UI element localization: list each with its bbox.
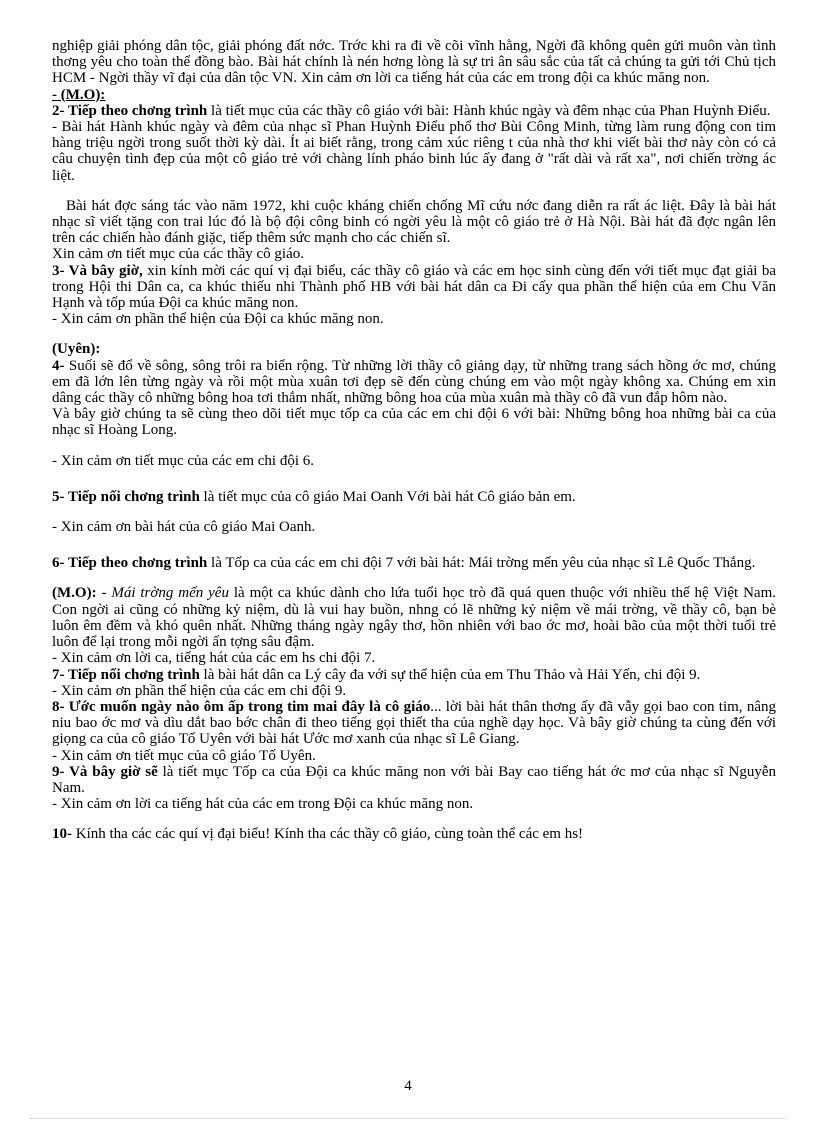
item-2-paragraph: 2- Tiếp theo chơng trình là tiết mục của các thầy cô giáo với bài: Hành khúc ngày và đêm nhạc của Phan Huỳnh Điểu. [52,102,771,119]
item-3-thanks: - Xin cảm ơn phần thể hiện của Đội ca khúc măng non. [52,311,384,328]
speaker-uyen-label: (Uyên): [52,341,101,358]
item-3-paragraph: 3- Và bây giờ, xin kính mời các quí vị đại biểu, các thầy cô giáo và các em học sinh cùng đến với tiết mục đạt giải ba trong Hội thi Dân ca, ca khúc thiếu nhi Thành phố HB với bài hát dân ca Đi cấy qua phần thể hiện của em Chu Văn Hạnh và tốp múa Đội ca khúc măng non. [52,262,776,312]
speaker-mo-commentary: (M.O): - Mái trờng mến yêu là một ca khúc dành cho lứa tuổi học trò đã quá quen thuộc với nhiều thế hệ Việt Nam. Con ngời ai cũng có những kỷ niệm, dù là vui hay buồn, nhng có lẽ những kỷ niệm về mái trờng, về thầy cô, bạn bè luôn êm đềm và khó quên nhất. Những tháng ngày ngây thơ, hồn nhiên với bao ớc mơ, hoài bão của một thời tuổi trẻ luôn để lại trong mỗi ngời ấn tợng sâu đậm. [52,585,776,651]
item-5-number: 5- [52,488,65,505]
item-8-heading: 8- Ước muốn ngày nào ôm ấp trong tim mai đây là cô giáo [52,698,431,715]
page-number: 4 [404,1078,412,1094]
item-7-thanks: - Xin cảm ơn phần thể hiện của các em chi đội 9. [52,682,347,699]
item-5-thanks: - Xin cảm ơn bài hát của cô giáo Mai Oanh. [52,519,316,536]
intro-paragraph: nghiệp giải phóng dân tộc, giải phóng đất nớc. Trớc khi ra đi về cõi vĩnh hằng, Ngời đã không quên gửi muôn vàn tình thơng yêu cho toàn thể đồng bào. Bài hát chính là nén hơng lòng là sự tri ân sâu sắc của tất cả chúng ta gửi tới Chủ tịch HCM - Ngời thầy vĩ đại của dân tộc VN. Xin cảm ơn lời ca tiếng hát của các em trong đội ca khúc măng non. [52,38,776,87]
item-4-intro: Và bây giờ chúng ta sẽ cùng theo dõi tiết mục tốp ca của các em chi đội 6 với bài: Những bông hoa những bài ca của nhạc sĩ Hoàng Long. [52,406,776,439]
item-6-thanks: - Xin cảm ơn lời ca, tiếng hát của các em hs chi đội 7. [52,650,376,667]
item-9-heading: 9- Và bây giờ sẽ [52,763,158,780]
item-5-heading: Tiếp nối chơng trình [64,488,200,505]
item-2-history: Bài hát đợc sáng tác vào năm 1972, khi cuộc kháng chiến chống Mĩ cứu nớc đang diễn ra rất ác liệt. Đây là bài hát nhạc sĩ viết tặng con trai lúc đó là bộ đội công binh có ngời yêu là một cô giáo trẻ ở Hà Nội. Bài hát đã đợc ngân lên trên các chiến hào đánh giặc, tiếp thêm sức mạnh cho các chiến sĩ. [52,197,776,247]
speaker-mo-label: - (M.O): [52,86,106,103]
item-10-paragraph: 10- Kính tha các các quí vị đại biểu! Kính tha các thầy cô giáo, cùng toàn thể các em hs! [52,826,584,843]
item-7-heading: 7- Tiếp nối chơng trình [52,666,200,683]
item-6-paragraph: 6- Tiếp theo chơng trình là Tốp ca của các em chi đội 7 với bài hát: Mái trờng mến yêu của nhạc sĩ Lê Quốc Thắng. [52,555,756,572]
item-2-thanks: Xin cảm ơn tiết mục của các thầy cô giáo. [52,246,304,263]
speaker-mo-heading: (M.O): [52,585,97,602]
item-9-paragraph: 9- Và bây giờ sẽ là tiết mục Tốp ca của Đội ca khúc măng non với bài Bay cao tiếng hát ớc mơ của nhạc sĩ Nguyễn Nam. [52,763,777,796]
item-4-paragraph: 4- Suối sẽ đổ về sông, sông trôi ra biển rộng. Từ những lời thầy cô giảng dạy, từ những trang sách hồng ớc mơ, chúng em đã lớn lên từng ngày và rồi một mùa xuân tơi đẹp sẽ đến cùng chúng em vào một ngày không xa. Chúng em xin dâng các thầy cô những bông hoa tơi thắm nhất, những bông hoa của mùa xuân mà thầy cô đã vun đắp hôm nào. [52,357,776,407]
item-5-paragraph: 5- Tiếp nối chơng trình là tiết mục của cô giáo Mai Oanh Với bài hát Cô giáo bản em. [52,488,576,505]
item-6-heading: 6- Tiếp theo chơng trình [52,555,208,572]
item-8-thanks: - Xin cảm ơn tiết mục của cô giáo Tố Uyên. [52,747,316,764]
song-title-mai-truong: Mái trờng mến yêu [111,585,229,602]
item-2-heading: 2- Tiếp theo chơng trình [52,102,208,119]
page-bottom-rule [30,1118,786,1119]
item-3-heading: 3- Và bây giờ, [52,262,143,279]
item-2-description: - Bài hát Hành khúc ngày và đêm của nhạc sĩ Phan Huỳnh Điểu phổ thơ Bùi Công Minh, từng làm rung động con tim hàng triệu ngời trong suốt thời kỳ dài. Ít ai biết rằng, trong cảm xúc riêng t của nhà thơ khi viết bài thơ này còn có cả câu chuyện tình đẹp của một cô giáo trẻ với chàng lính pháo binh lúc ấy đang ở "rất dài và rất xa", nơi chiến trờng ác liệt. [52,119,776,184]
item-7-paragraph: 7- Tiếp nối chơng trình là bài hát dân ca Lý cây đa với sự thể hiện của em Thu Thảo và Hải Yến, chi đội 9. [52,666,701,683]
item-8-paragraph: 8- Ước muốn ngày nào ôm ấp trong tim mai đây là cô giáo... lời bài hát thân thơng ấy đã vẫy gọi bao con tim, nâng niu bao ớc mơ và dìu dắt bao bớc chân đi theo tiếng gọi thiết tha của nghề dạy học. Và bây giờ chúng ta cùng đến với giọng ca của cô giáo Tố Uyên với bài hát Ước mơ xanh của nhạc sĩ Lê Giang. [52,698,776,748]
item-10-heading: 10- [52,826,72,843]
item-4-thanks: - Xin cảm ơn tiết mục của các em chi đội 6. [52,452,315,469]
item-4-heading: 4- [52,357,65,374]
document-body [52,38,776,843]
item-9-thanks: - Xin cảm ơn lời ca tiếng hát của các em trong Đội ca khúc măng non. [52,796,474,813]
